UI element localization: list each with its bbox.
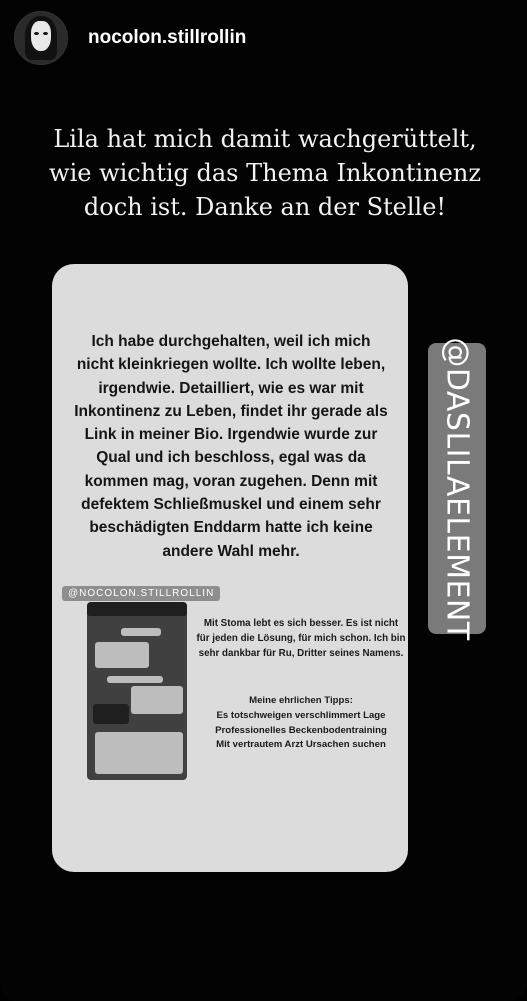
card-side-text: Mit Stoma lebt es sich besser. Es ist nicht für jeden die Lösung, für mich schon. Ich bin sehr dankbar für Ru, Dritter seines Namens.: [196, 618, 406, 659]
caption-line: Lila hat mich damit wachgerüttelt,: [53, 125, 477, 153]
small-mention-sticker: @NOCOLON.STILLROLLIN: [62, 586, 220, 601]
tip-item: Es totschweigen verschlimmert Lage: [216, 709, 386, 721]
profile-avatar[interactable]: [14, 11, 68, 65]
mention-tag-label: @DASLILAELEMENT: [439, 336, 475, 641]
caption-line: wie wichtig das Thema Inkontinenz: [49, 159, 481, 187]
tips-title: Meine ehrlichen Tipps:: [249, 695, 353, 706]
username-link[interactable]: nocolon.stillrollin: [88, 27, 247, 48]
caption-line: doch ist. Danke an der Stelle!: [83, 193, 447, 221]
tips-block: [196, 694, 406, 753]
story-header: [14, 12, 246, 64]
embedded-screenshot: [87, 602, 187, 780]
story-caption: [20, 122, 510, 224]
mention-tag-sticker[interactable]: [428, 336, 486, 641]
tip-item: Mit vertrautem Arzt Ursachen suchen: [216, 739, 386, 751]
tip-item: Professionelles Beckenbodentraining: [215, 724, 387, 736]
reshared-story-card[interactable]: [52, 264, 408, 872]
card-main-text: Ich habe durchgehalten, weil ich mich nicht kleinkriegen wollte. Ich wollte leben, irgendwie. Detailliert, wie es war mit Inkontinenz zu Leben, findet ihr gerade als Link in meiner Bio. Irgendwie wurde zur Qual und ich beschloss, egal was da kommen mag, voran zugehen. Denn mit defektem Schließmuskel und einem sehr beschädigten Enddarm hatte ich keine andere Wahl mehr.: [74, 333, 388, 560]
